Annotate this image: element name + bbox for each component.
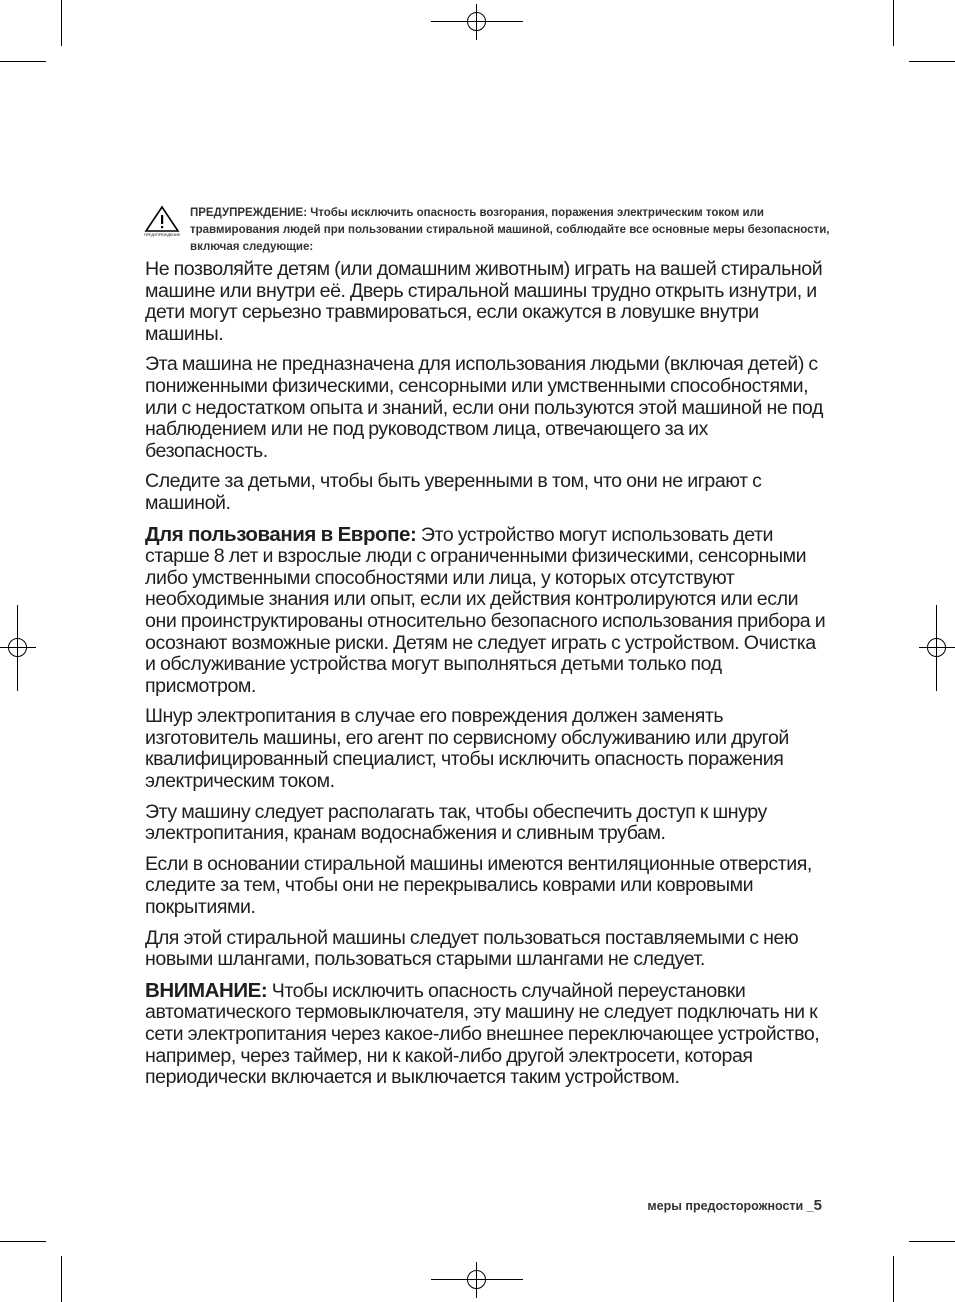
europe-lead: Для пользования в Европе: <box>145 522 417 546</box>
safety-content <box>145 259 830 1098</box>
crop-mark <box>61 1256 62 1302</box>
attention-text: Чтобы исключить опасность случайной переустановки автоматического термовыключателя, эту машину не следует подключать ни к сети электропитания через какое-либо внешнее переключающее устройство, например, через таймер, ни к какой-либо другой электросети, которая периодически включается и выключается таким устройством. <box>145 979 820 1089</box>
paragraph: Шнур электропитания в случае его повреждения должен заменять изготовитель машины, его агент по сервисному обслуживанию или другой квалифицированный специалист, чтобы исключить опасность поражения электрическим током. <box>145 705 789 793</box>
crop-mark <box>0 61 46 62</box>
paragraph: Эту машину следует располагать так, чтобы обеспечить доступ к шнуру электропитания, кранам водоснабжения и сливным трубам. <box>145 800 767 845</box>
paragraph: Следите за детьми, чтобы быть уверенными в том, что они не играют с машиной. <box>145 470 762 514</box>
warning-header <box>190 205 830 256</box>
registration-mark-bottom <box>459 1262 495 1298</box>
page-number: 5 <box>813 1197 822 1214</box>
warning-icon <box>143 205 181 241</box>
europe-paragraph <box>145 524 830 698</box>
attention-paragraph <box>145 980 830 1089</box>
crop-mark <box>0 1241 46 1242</box>
registration-mark-top <box>459 4 495 40</box>
crop-mark <box>893 0 894 46</box>
paragraph: Не позволяйте детям (или домашним животным) играть на вашей стиральной машине или внутри её. Дверь стиральной машины трудно открыть изнутри, и дети могут серьезно травмироваться, если окажутся в ловушке внутри машины. <box>145 258 823 345</box>
crop-mark <box>893 1256 894 1302</box>
crop-mark <box>909 1241 955 1242</box>
crop-mark <box>909 61 955 62</box>
paragraph: Эта машина не предназначена для использования людьми (включая детей) с пониженными физическими, сенсорными или умственными способностями, или с недостатком опыта и знаний, если они пользуются этой машиной не под наблюдением или не под руководством лица, отвечающего за их безопасность. <box>145 353 823 462</box>
page-footer <box>647 1197 822 1214</box>
paragraph: Если в основании стиральной машины имеются вентиляционные отверстия, следите за тем, чтобы они не перекрывались коврами или ковровыми покрытиями. <box>145 852 812 919</box>
warning-label: ПРЕДУПРЕЖДЕНИЕ: <box>190 207 308 219</box>
europe-text: Это устройство могут использовать дети старше 8 лет и взрослые люди с ограниченными физическими, сенсорными либо умственными способностями или лица, у которых отсутствуют необходимые знания или опыт, если их действия контролируются или если они проинструктированы относительно безопасного использования прибора и осознают возможные риски. Детям не следует играть с устройством. Очистка и обслуживание устройства могут выполняться детьми только под присмотром. <box>145 523 826 697</box>
attention-lead: ВНИМАНИЕ: <box>145 978 268 1002</box>
registration-mark-right <box>919 630 955 666</box>
warning-icon-caption: ПРЕДУПРЕЖДЕНИЕ <box>143 232 181 237</box>
crop-mark <box>61 0 62 46</box>
warning-text: Чтобы исключить опасность возгорания, поражения электрическим током или травмирования людей при пользовании стиральной машиной, соблюдайте все основные меры безопасности, включая следующие: <box>190 207 830 253</box>
registration-mark-left <box>0 630 36 666</box>
footer-section: меры предосторожности _ <box>647 1199 814 1213</box>
paragraph: Для этой стиральной машины следует пользоваться поставляемыми с нею новыми шлангами, пользоваться старыми шлангами не следует. <box>145 926 799 971</box>
